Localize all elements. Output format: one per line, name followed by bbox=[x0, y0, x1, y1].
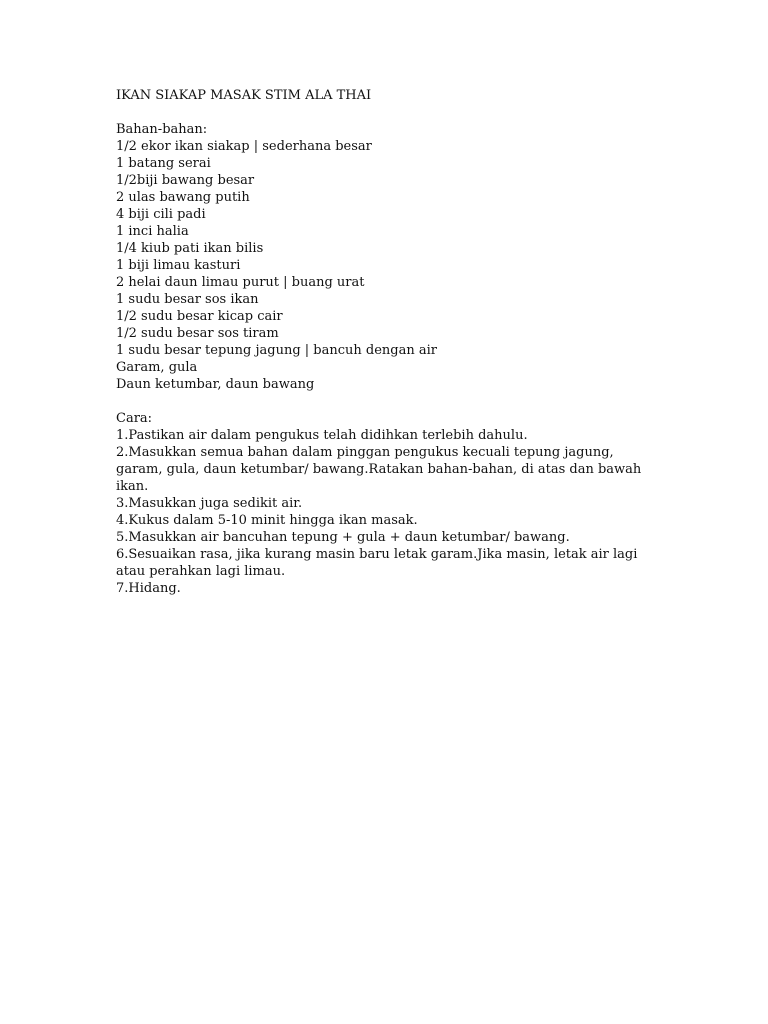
method-line: 2.Masukkan semua bahan dalam pinggan pengukus kecuali tepung jagung, bbox=[116, 445, 614, 460]
section-spacer bbox=[116, 104, 656, 121]
ingredient-item: 1 biji limau kasturi bbox=[116, 258, 241, 273]
method-heading: Cara: bbox=[116, 411, 153, 426]
method-line: atau perahkan lagi limau. bbox=[116, 564, 286, 579]
method-line: 3.Masukkan juga sedikit air. bbox=[116, 496, 303, 511]
ingredient-item: Garam, gula bbox=[116, 360, 198, 375]
method-line: 6.Sesuaikan rasa, jika kurang masin baru letak garam.Jika masin, letak air lagi bbox=[116, 547, 638, 562]
ingredient-item: 2 ulas bawang putih bbox=[116, 190, 250, 205]
method-line: 5.Masukkan air bancuhan tepung + gula + daun ketumbar/ bawang. bbox=[116, 530, 570, 545]
ingredient-item: 1/2biji bawang besar bbox=[116, 173, 255, 188]
ingredients-list bbox=[116, 138, 656, 393]
ingredient-item: 1 sudu besar sos ikan bbox=[116, 292, 259, 307]
method-line: 4.Kukus dalam 5-10 minit hingga ikan masak. bbox=[116, 513, 418, 528]
method-line: garam, gula, daun ketumbar/ bawang.Ratakan bahan-bahan, di atas dan bawah bbox=[116, 462, 642, 477]
method-line: 7.Hidang. bbox=[116, 581, 181, 596]
ingredient-item: 4 biji cili padi bbox=[116, 207, 206, 222]
ingredient-item: 1/2 sudu besar kicap cair bbox=[116, 309, 283, 324]
ingredient-item: 1/2 sudu besar sos tiram bbox=[116, 326, 279, 341]
recipe-content bbox=[116, 87, 656, 597]
method-steps bbox=[116, 427, 656, 597]
method-line: 1.Pastikan air dalam pengukus telah didihkan terlebih dahulu. bbox=[116, 428, 528, 443]
ingredient-item: 1/2 ekor ikan siakap | sederhana besar bbox=[116, 139, 372, 154]
ingredient-item: 1/4 kiub pati ikan bilis bbox=[116, 241, 264, 256]
method-line: ikan. bbox=[116, 479, 149, 494]
ingredient-item: Daun ketumbar, daun bawang bbox=[116, 377, 315, 392]
ingredient-item: 1 batang serai bbox=[116, 156, 211, 171]
ingredient-item: 1 sudu besar tepung jagung | bancuh dengan air bbox=[116, 343, 438, 358]
ingredient-item: 1 inci halia bbox=[116, 224, 189, 239]
recipe-title: IKAN SIAKAP MASAK STIM ALA THAI bbox=[116, 88, 372, 103]
ingredients-heading: Bahan-bahan: bbox=[116, 122, 208, 137]
section-spacer bbox=[116, 393, 656, 410]
ingredient-item: 2 helai daun limau purut | buang urat bbox=[116, 275, 365, 290]
